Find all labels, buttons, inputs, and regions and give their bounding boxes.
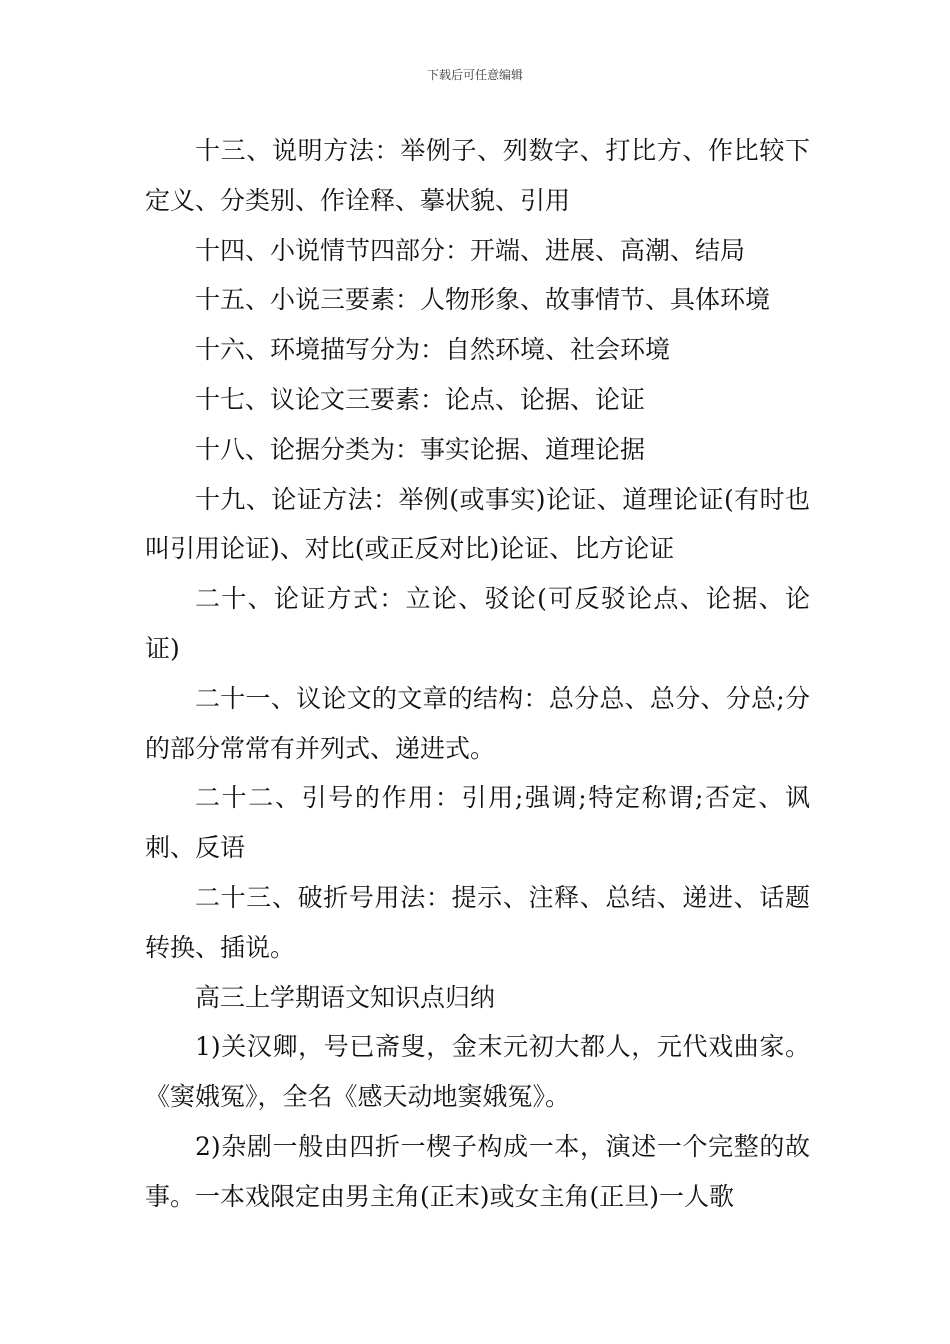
paragraph-20: 二十、论证方式：立论、驳论(可反驳论点、论据、论证) [145,584,810,663]
document-body [145,126,810,1222]
paragraph-item-1: 1)关汉卿，号已斋叟，金末元初大都人，元代戏曲家。《窦娥冤》，全名《感天动地窦娥冤》。 [145,1032,810,1112]
paragraph-13: 十三、说明方法：举例子、列数字、打比方、作比较下定义、分类别、作诠释、摹状貌、引用 [145,136,810,215]
paragraph-15: 十五、小说三要素：人物形象、故事情节、具体环境 [195,285,771,315]
paragraph-19: 十九、论证方法：举例(或事实)论证、道理论证(有时也叫引用论证)、对比(或正反对比)论证、比方论证 [145,484,810,564]
page-header-note: 下载后可任意编辑 [426,68,523,82]
section-heading: 高三上学期语文知识点归纳 [195,982,496,1012]
paragraph-item-2: 2)杂剧一般由四折一楔子构成一本，演述一个完整的故事。一本戏限定由男主角(正末)或女主角(正旦)一人歌 [145,1131,810,1211]
paragraph-23: 二十三、破折号用法：提示、注释、总结、递进、话题转换、插说。 [145,882,810,962]
paragraph-14: 十四、小说情节四部分：开端、进展、高潮、结局 [195,235,746,265]
paragraph-21: 二十一、议论文的文章的结构：总分总、总分、分总;分的部分常常有并列式、递进式。 [145,683,810,763]
paragraph-16: 十六、环境描写分为：自然环境、社会环境 [195,335,671,365]
paragraph-22: 二十二、引号的作用：引用;强调;特定称谓;否定、讽刺、反语 [145,783,810,863]
paragraph-17: 十七、议论文三要素：论点、论据、论证 [195,384,646,414]
paragraph-18: 十八、论据分类为：事实论据、道理论据 [195,434,646,464]
